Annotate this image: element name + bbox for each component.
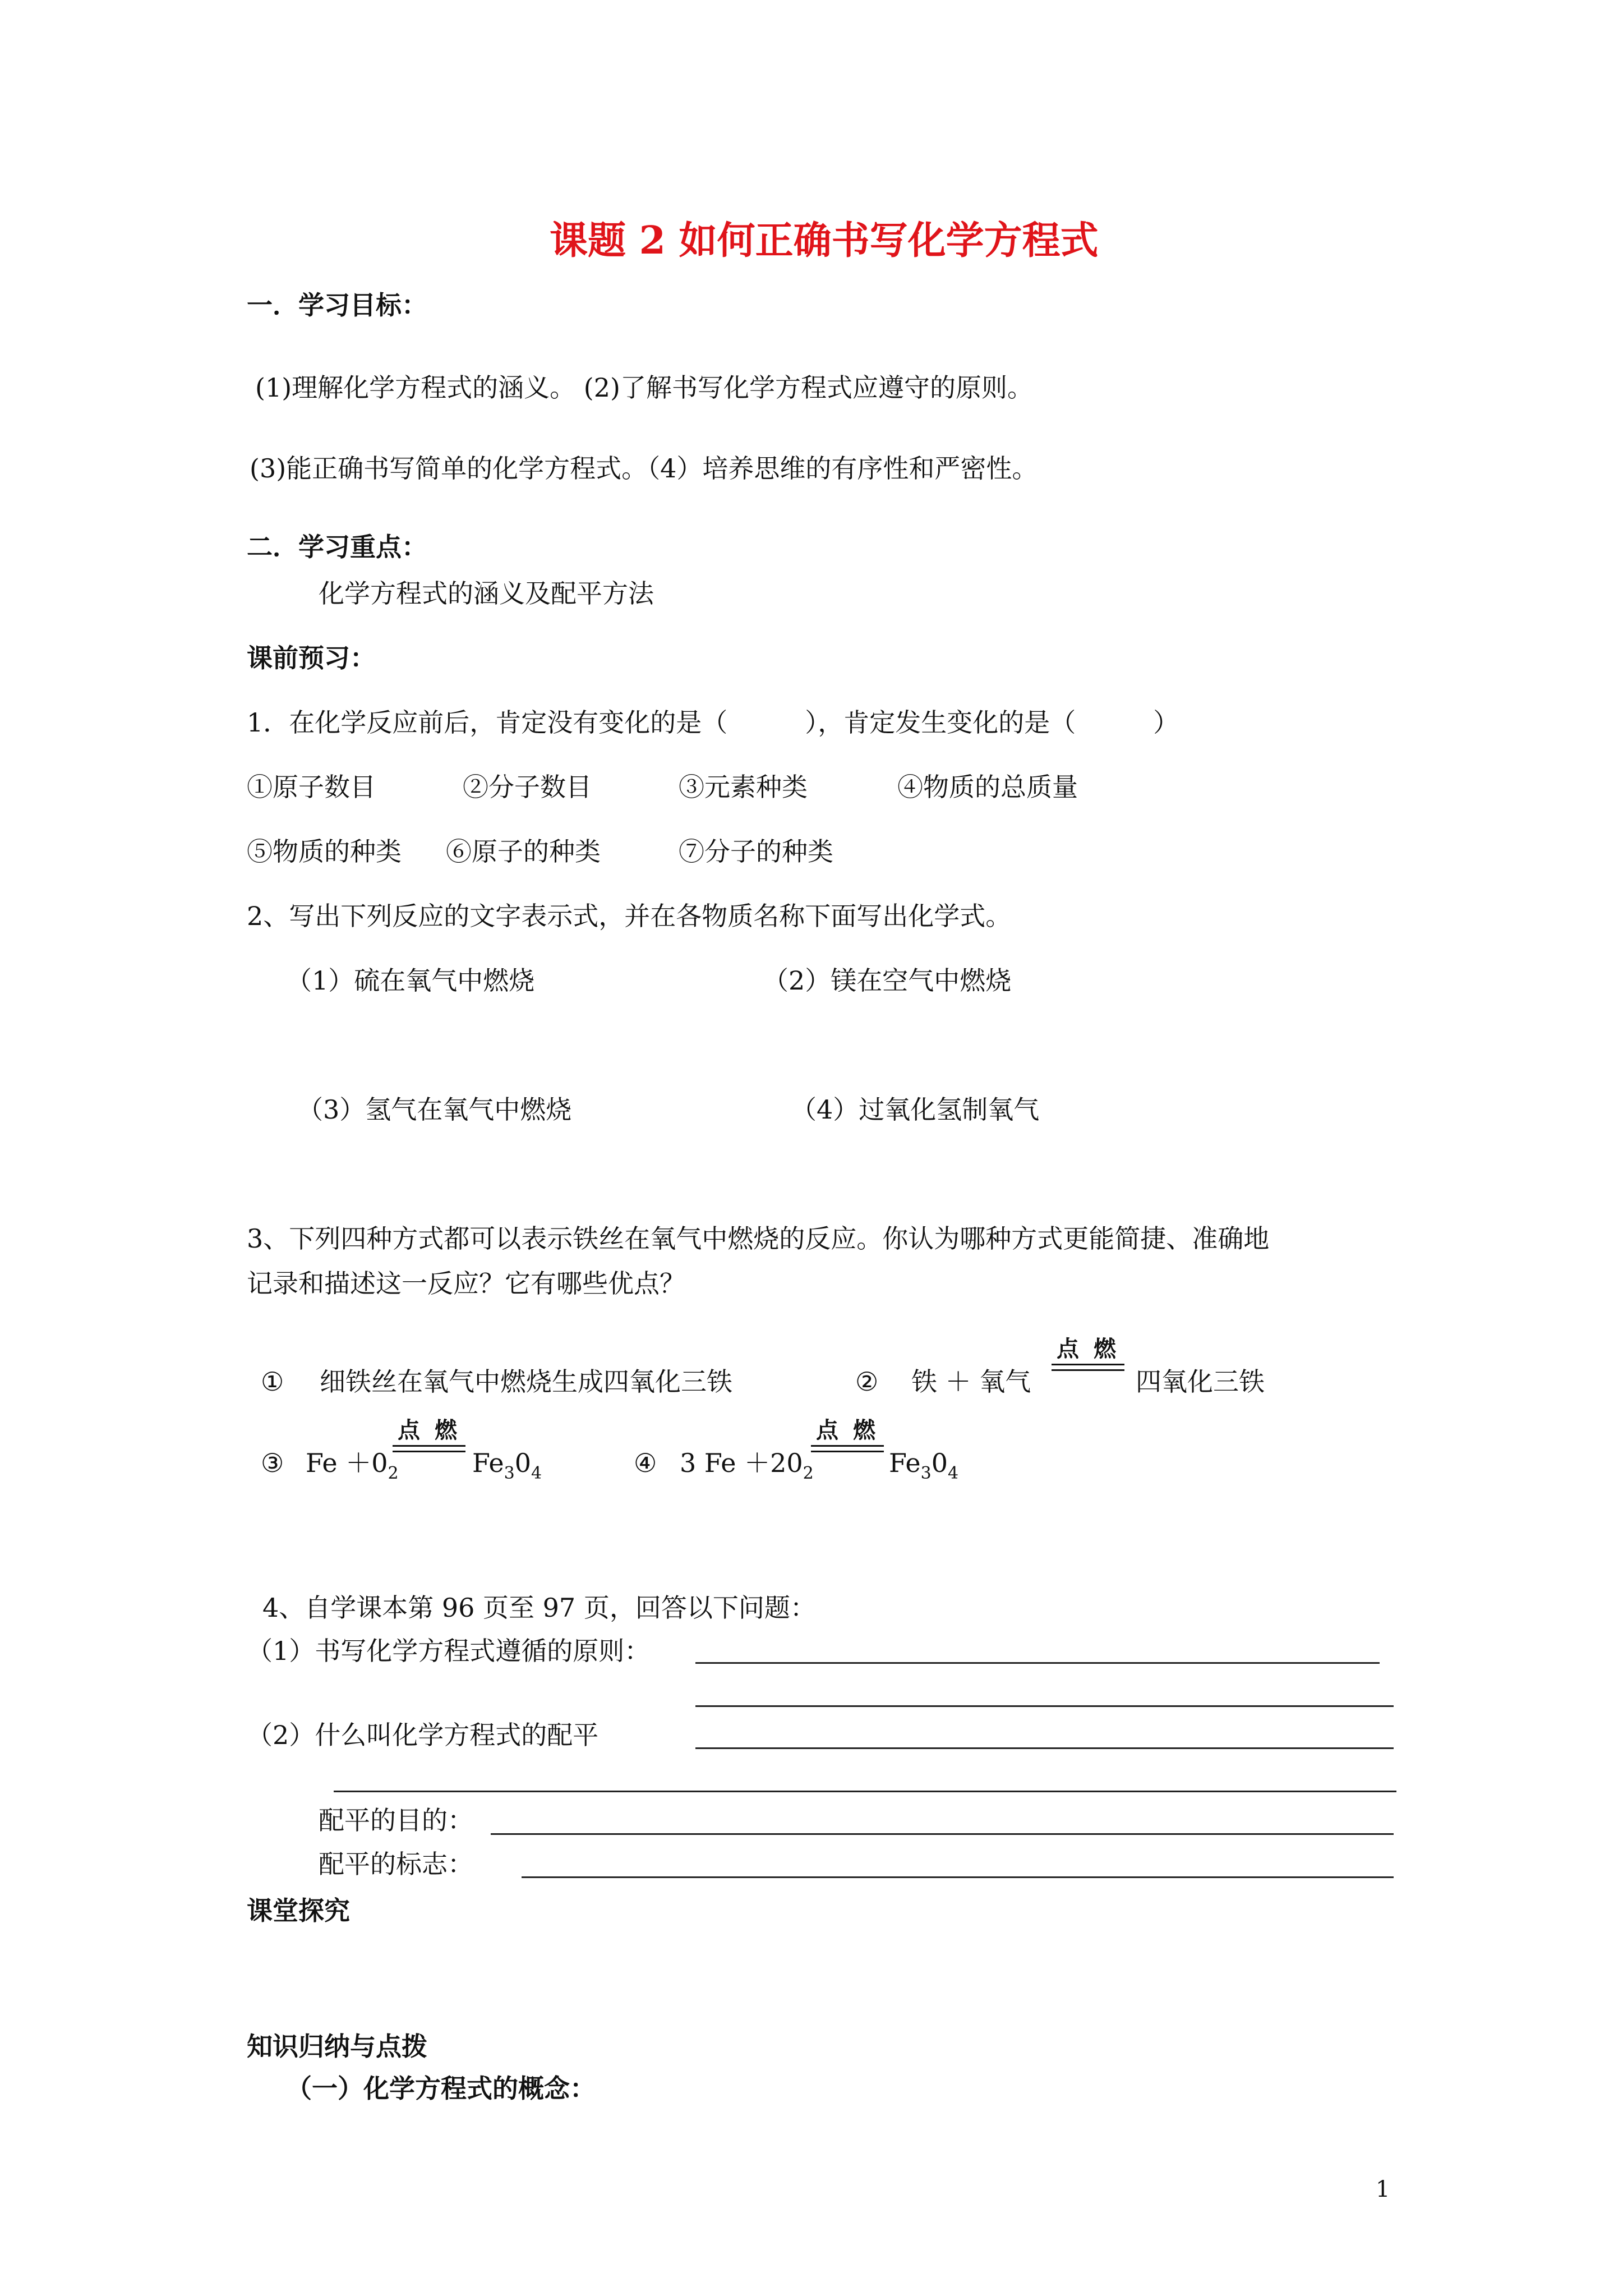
q1-option: ⑤物质的种类	[247, 836, 402, 867]
method-4-number: ④	[634, 1448, 657, 1478]
balancing-sign-label: 配平的标志：	[319, 1849, 473, 1879]
question-3-line-2: 记录和描述这一反应？它有哪些优点？	[247, 1268, 685, 1299]
equals-bar-top	[811, 1445, 884, 1447]
page-title: 课题 2 如何正确书写化学方程式	[550, 218, 1099, 263]
question-3-line-1: 3、下列四种方式都可以表示铁丝在氧气中燃烧的反应。你认为哪种方式更能简捷、准确地	[247, 1223, 1270, 1254]
method-2-product: 四氧化三铁	[1136, 1366, 1265, 1397]
answer-line[interactable]	[491, 1833, 1394, 1835]
equals-bar-top	[1052, 1364, 1124, 1365]
answer-line[interactable]	[695, 1705, 1394, 1707]
equals-bar-bottom	[1052, 1369, 1124, 1371]
q2-item: （3）氢气在氧气中燃烧	[297, 1094, 572, 1125]
reaction-condition-ignite	[393, 1419, 465, 1452]
reaction-condition-ignite	[811, 1419, 884, 1452]
question-2-text: 2、写出下列反应的文字表示式，并在各物质名称下面写出化学式。	[247, 901, 1012, 931]
objectives-line-1: (1)理解化学方程式的涵义。 (2)了解书写化学方程式应遵守的原则。	[255, 372, 1033, 403]
q4-sub-1: （1）书写化学方程式遵循的原则：	[247, 1636, 651, 1666]
method-2-reactants: 铁 ＋ 氧气	[911, 1366, 1031, 1397]
product-element-fe: Fe	[472, 1448, 504, 1478]
product-element-o: 0	[514, 1448, 531, 1478]
method-4-reactants	[680, 1450, 814, 1482]
q1-option: ①原子数目	[247, 772, 376, 802]
q2-item: （4）过氧化氢制氧气	[791, 1094, 1040, 1125]
method-4-reactants-text: 3 Fe ＋20	[680, 1448, 803, 1478]
summary-subheading: （一）化学方程式的概念：	[286, 2073, 596, 2104]
answer-line[interactable]	[522, 1876, 1394, 1878]
product-element-fe: Fe	[889, 1448, 921, 1478]
key-point-text: 化学方程式的涵义及配平方法	[319, 578, 654, 609]
method-1-number: ①	[261, 1366, 284, 1397]
q1-option: ④物质的总质量	[897, 772, 1078, 802]
condition-label: 点 燃	[1057, 1336, 1119, 1362]
classroom-inquiry-heading: 课堂探究	[247, 1895, 350, 1926]
equals-bar-top	[393, 1445, 465, 1447]
section-heading-key-point: 二．学习重点：	[247, 532, 427, 562]
objectives-line-2: (3)能正确书写简单的化学方程式。（4）培养思维的有序性和严密性。	[250, 453, 1038, 484]
condition-label: 点 燃	[816, 1417, 879, 1443]
q2-item: （1）硫在氧气中燃烧	[286, 965, 535, 996]
q1-option: ②分子数目	[463, 772, 592, 802]
summary-heading: 知识归纳与点拨	[247, 2031, 427, 2062]
subscript: 2	[803, 1464, 814, 1483]
equals-bar-bottom	[811, 1451, 884, 1452]
q1-option: ③元素种类	[679, 772, 808, 802]
subscript: 3	[920, 1464, 932, 1483]
condition-label: 点 燃	[398, 1417, 460, 1443]
equals-bar-bottom	[393, 1451, 465, 1452]
method-3-reactants-text: Fe ＋0	[306, 1448, 388, 1478]
subscript: 2	[388, 1464, 399, 1483]
method-3-reactants	[306, 1450, 399, 1482]
answer-line[interactable]	[334, 1791, 1396, 1792]
answer-line[interactable]	[695, 1662, 1380, 1664]
method-3-number: ③	[261, 1448, 284, 1478]
page-number: 1	[1376, 2177, 1390, 2202]
subscript: 4	[531, 1464, 542, 1483]
q1-option: ⑦分子的种类	[679, 836, 833, 867]
product-element-o: 0	[931, 1448, 948, 1478]
section-heading-objectives: 一．学习目标：	[247, 290, 427, 320]
q2-item: （2）镁在空气中燃烧	[763, 965, 1012, 996]
balancing-purpose-label: 配平的目的：	[319, 1805, 473, 1835]
subscript: 4	[948, 1464, 959, 1483]
question-4-text: 4、自学课本第 96 页至 97 页，回答以下问题：	[262, 1593, 816, 1623]
reaction-condition-ignite	[1052, 1338, 1124, 1371]
preview-heading: 课前预习：	[247, 643, 376, 673]
method-3-product	[472, 1450, 542, 1482]
method-4-product	[889, 1450, 958, 1482]
method-2-number: ②	[855, 1366, 879, 1397]
question-1-text: 1．在化学反应前后，肯定没有变化的是（ ），肯定发生变化的是（ ）	[247, 707, 1179, 738]
method-1-text: 细铁丝在氧气中燃烧生成四氧化三铁	[320, 1366, 732, 1397]
q1-option: ⑥原子的种类	[446, 836, 601, 867]
subscript: 3	[504, 1464, 515, 1483]
q4-sub-2: （2）什么叫化学方程式的配平	[247, 1720, 599, 1750]
answer-line[interactable]	[695, 1747, 1394, 1749]
